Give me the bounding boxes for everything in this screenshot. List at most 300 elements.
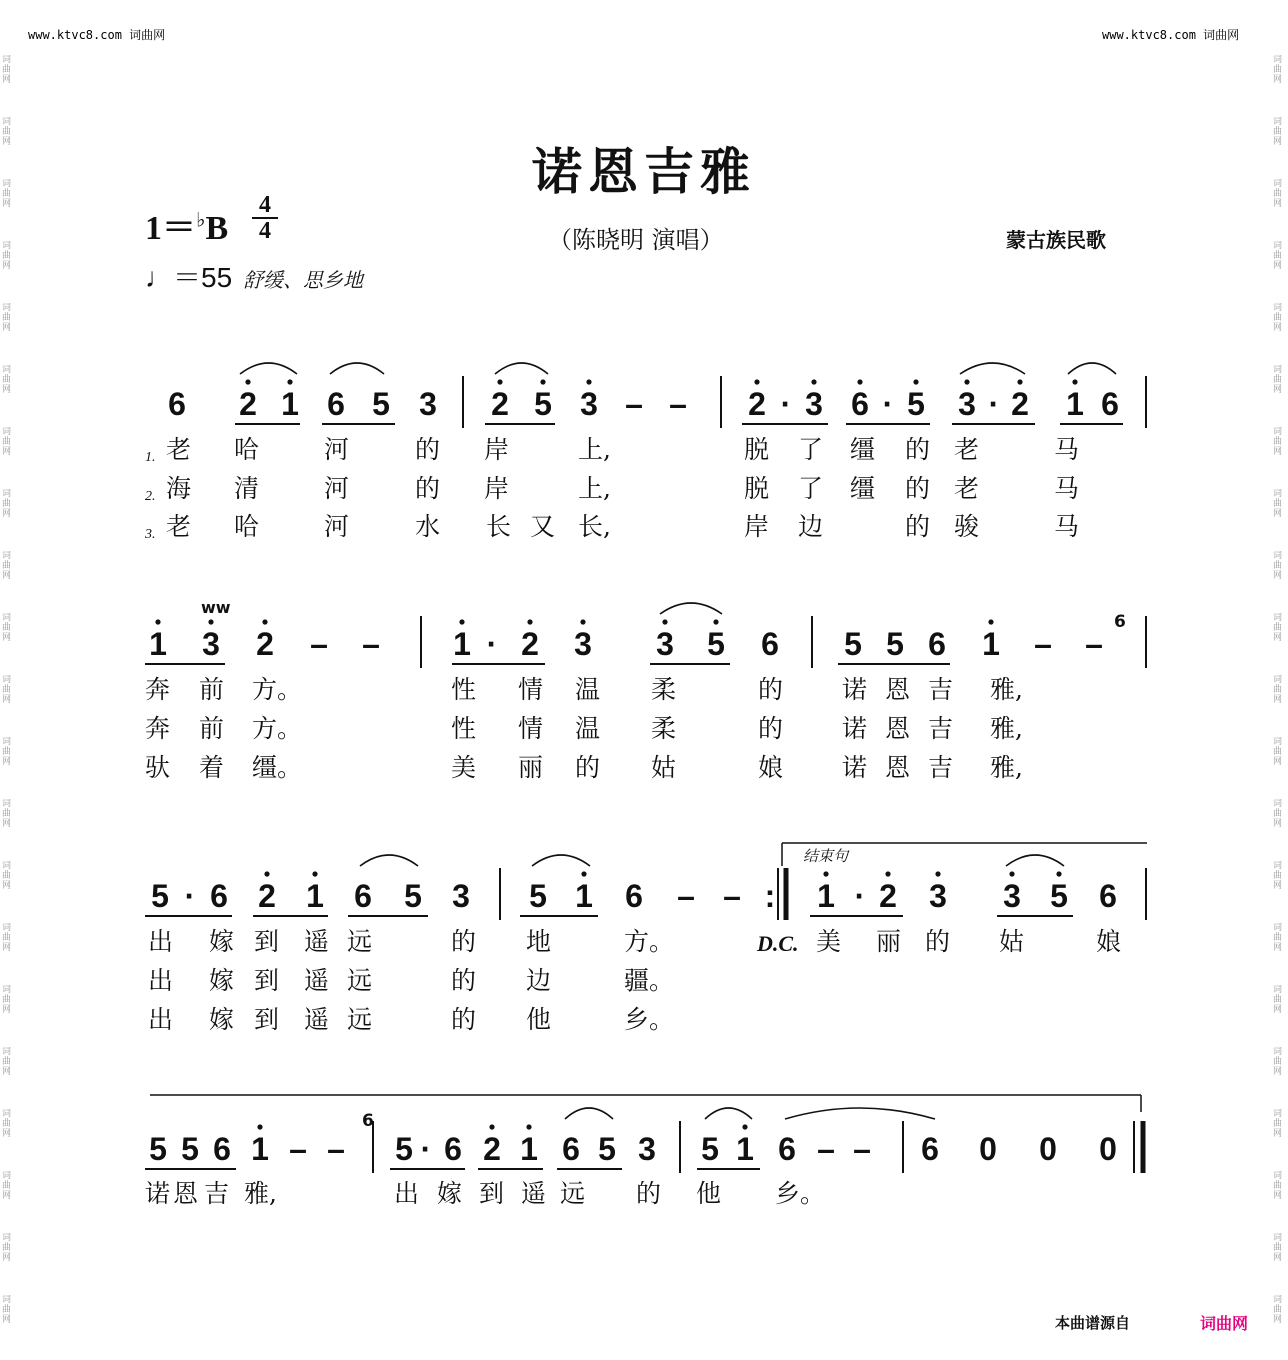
watermark-text: 词 曲 网: [2, 1171, 12, 1201]
note: 3: [202, 626, 220, 662]
watermark-text: 词 曲 网: [1273, 1171, 1283, 1201]
watermark-text: 词 曲 网: [1273, 365, 1283, 395]
note: 6: [1099, 878, 1117, 914]
lyric-syllable: 骏: [954, 512, 980, 541]
lyric-syllable: 脱: [744, 474, 770, 503]
lyric-syllable: 岸: [484, 435, 510, 464]
note: 0: [979, 1131, 997, 1167]
note: –: [817, 1131, 835, 1167]
octave-dot: [245, 379, 250, 384]
octave-dot: [287, 379, 292, 384]
octave-dot: [988, 619, 993, 624]
lyric-syllable: 老: [166, 512, 192, 541]
lyric-syllable: 的: [905, 474, 931, 503]
octave-dot: [155, 619, 160, 624]
lyric-syllable: 诺: [842, 714, 868, 743]
lyric-syllable: 长,: [578, 512, 611, 541]
slur: [705, 1108, 752, 1119]
watermark-text: 词 曲 网: [2, 737, 12, 767]
lyric-syllable: 情: [518, 675, 544, 704]
watermark-text: 词 曲 网: [1273, 1233, 1283, 1263]
octave-dot: [1017, 379, 1022, 384]
note: –: [669, 386, 687, 422]
lyric-syllable: 到: [254, 927, 280, 956]
lyric-syllable: 马: [1054, 474, 1080, 503]
slur: [360, 855, 418, 866]
watermark-text: 词 曲 网: [2, 1109, 12, 1139]
flat-symbol: ♭: [196, 209, 206, 232]
note: 3: [574, 626, 592, 662]
grace-note: 6: [1114, 612, 1126, 632]
watermark-text: 词 曲 网: [2, 489, 12, 519]
note: 6: [778, 1131, 796, 1167]
watermark-text: 词 曲 网: [1273, 1047, 1283, 1077]
watermark-text: 词 曲 网: [1273, 1295, 1283, 1325]
lyric-syllable: 遥: [521, 1179, 547, 1208]
note: 5: [395, 1131, 413, 1167]
watermark-text: 词 曲 网: [2, 613, 12, 643]
lyric-syllable: 恩: [885, 675, 911, 704]
lyric-syllable: 的: [925, 927, 951, 956]
lyric-syllable: 雅,: [990, 753, 1023, 782]
note: 5: [701, 1131, 719, 1167]
lyric-syllable: 方。: [252, 675, 303, 704]
note: :: [764, 878, 776, 914]
note: 2: [521, 626, 539, 662]
note: 2: [748, 386, 766, 422]
note: 6: [168, 386, 186, 422]
watermark-text: 词 曲 网: [1273, 737, 1283, 767]
slur: [1068, 363, 1116, 374]
watermark-text: 词 曲 网: [2, 923, 12, 953]
tempo-bpm: ＝55: [173, 262, 233, 293]
watermark-text: 词 曲 网: [2, 1233, 12, 1263]
lyric-syllable: 姑: [651, 753, 677, 782]
slur: [495, 363, 548, 374]
slur: [330, 363, 384, 374]
lyric-syllable: 美: [451, 753, 477, 782]
watermark-text: 词 曲 网: [1273, 861, 1283, 891]
lyric-syllable: 方。: [252, 714, 303, 743]
lyric-syllable: 嫁: [437, 1179, 463, 1208]
lyric-syllable: 了: [798, 435, 824, 464]
note: ·: [420, 1131, 432, 1167]
note: 5: [907, 386, 925, 422]
slur: [660, 603, 722, 614]
header-left-url[interactable]: www.ktvc8.com 词曲网: [28, 28, 166, 42]
note: 1: [817, 878, 835, 914]
octave-dot: [811, 379, 816, 384]
note: 3: [638, 1131, 656, 1167]
lyric-syllable: 他: [696, 1179, 722, 1208]
note: ·: [882, 386, 894, 422]
lyric-syllable: 岸: [744, 512, 770, 541]
key-prefix: 1＝: [145, 210, 196, 247]
note: 5: [886, 626, 904, 662]
lyric-syllable: 的: [758, 675, 784, 704]
slur: [1006, 855, 1064, 866]
octave-dot: [262, 619, 267, 624]
lyric-syllable: 吉: [928, 714, 954, 743]
note: ·: [988, 386, 1000, 422]
note: 3: [419, 386, 437, 422]
note: 2: [491, 386, 509, 422]
note: 5: [598, 1131, 616, 1167]
lyric-syllable: 奔: [145, 714, 171, 743]
lyric-syllable: 美: [816, 927, 842, 956]
lyric-syllable: 的: [575, 753, 601, 782]
footer-source-note: 本曲谱源自: [1055, 1314, 1131, 1332]
grace-note: 6: [362, 1111, 374, 1131]
lyric-syllable: 远: [347, 966, 373, 995]
watermark-text: 词 曲 网: [1273, 427, 1283, 457]
note: 3: [580, 386, 598, 422]
lyric-syllable: 缰: [850, 474, 876, 503]
lyric-syllable: 老: [166, 435, 192, 464]
octave-dot: [312, 871, 317, 876]
note: 1: [520, 1131, 538, 1167]
note: 1: [736, 1131, 754, 1167]
note: 5: [181, 1131, 199, 1167]
note: 6: [327, 386, 345, 422]
note: 6: [761, 626, 779, 662]
lyric-syllable: 丽: [518, 753, 544, 782]
note: ·: [780, 386, 792, 422]
note: –: [723, 878, 741, 914]
da-capo-marking: D.C.: [757, 931, 799, 956]
note: –: [362, 626, 380, 662]
note: –: [1085, 626, 1103, 662]
lyric-syllable: 恩: [885, 753, 911, 782]
note: 2: [483, 1131, 501, 1167]
note: 6: [562, 1131, 580, 1167]
lyric-syllable: 乡。: [624, 1005, 675, 1034]
watermark-text: 词 曲 网: [1273, 55, 1283, 85]
watermark-text: 词 曲 网: [1273, 675, 1283, 705]
note: 1: [306, 878, 324, 914]
note: 6: [928, 626, 946, 662]
song-origin: 蒙古族民歌: [1006, 228, 1106, 252]
lyric-syllable: 前: [199, 675, 225, 704]
note: 5: [149, 1131, 167, 1167]
watermark-text: 词 曲 网: [2, 303, 12, 333]
lyric-syllable: 诺: [842, 753, 868, 782]
watermark-text: 词 曲 网: [2, 551, 12, 581]
lyric-syllable: 方。: [624, 927, 675, 956]
lyric-syllable: 脱: [744, 435, 770, 464]
watermark-text: 词 曲 网: [2, 675, 12, 705]
slur: [240, 363, 297, 374]
octave-dot: [857, 379, 862, 384]
octave-dot: [913, 379, 918, 384]
slur: [532, 855, 590, 866]
footer-brand-link[interactable]: 词曲网: [1200, 1314, 1249, 1333]
song-title: 诺恩吉雅: [532, 142, 756, 201]
note: –: [327, 1131, 345, 1167]
lyric-syllable: 娘: [1096, 927, 1122, 956]
lyric-syllable: 遥: [304, 966, 330, 995]
note: –: [625, 386, 643, 422]
note: 3: [805, 386, 823, 422]
time-signature-bottom: 4: [259, 218, 271, 244]
lyric-syllable: 远: [347, 1005, 373, 1034]
lyric-syllable: 出: [148, 927, 174, 956]
octave-dot: [264, 871, 269, 876]
lyric-syllable: 1.: [145, 450, 156, 465]
note: 6: [444, 1131, 462, 1167]
watermark-text: 词 曲 网: [1273, 117, 1283, 147]
watermark-text: 词 曲 网: [1273, 1109, 1283, 1139]
note: 1: [982, 626, 1000, 662]
lyric-syllable: 马: [1054, 435, 1080, 464]
lyric-syllable: 水: [415, 512, 441, 541]
lyric-syllable: 的: [415, 474, 441, 503]
lyric-syllable: 的: [636, 1179, 662, 1208]
note: 2: [1011, 386, 1029, 422]
lyric-syllable: 柔: [651, 675, 677, 704]
lyric-syllable: 哈: [234, 512, 260, 541]
watermark-text: 词 曲 网: [1273, 551, 1283, 581]
note: 5: [707, 626, 725, 662]
note: ·: [486, 626, 498, 662]
lyric-syllable: 疆。: [624, 966, 675, 995]
lyric-syllable: 河: [324, 435, 350, 464]
lyric-syllable: 丽: [876, 927, 902, 956]
lyric-syllable: 性: [451, 675, 477, 704]
lyric-syllable: 奔: [145, 675, 171, 704]
octave-dot: [823, 871, 828, 876]
lyric-syllable: 的: [905, 435, 931, 464]
note: 1: [575, 878, 593, 914]
lyric-syllable: 缰。: [252, 753, 303, 782]
lyric-syllable: 海: [166, 474, 192, 503]
note: 3: [958, 386, 976, 422]
octave-dot: [526, 1124, 531, 1129]
note: 0: [1039, 1131, 1057, 1167]
key-note: B: [205, 210, 229, 247]
lyric-syllable: 的: [451, 927, 477, 956]
watermark-text: 词 曲 网: [2, 985, 12, 1015]
lyric-syllable: 老: [954, 435, 980, 464]
lyric-syllable: 河: [324, 474, 350, 503]
lyric-syllable: 的: [758, 714, 784, 743]
slur: [785, 1108, 935, 1119]
note: –: [677, 878, 695, 914]
watermark-text: 词 曲 网: [2, 1295, 12, 1325]
watermark-text: 词 曲 网: [2, 1047, 12, 1077]
note: ·: [184, 878, 196, 914]
lyric-syllable: 哈: [234, 435, 260, 464]
octave-dot: [713, 619, 718, 624]
lyric-syllable: 上,: [578, 435, 611, 464]
note: 5: [534, 386, 552, 422]
note: 5: [1050, 878, 1068, 914]
note: 0: [1099, 1131, 1117, 1167]
watermark-text: 词 曲 网: [2, 861, 12, 891]
note: –: [1034, 626, 1052, 662]
time-signature-top: 4: [259, 192, 271, 218]
watermark-text: 词 曲 网: [1273, 179, 1283, 209]
octave-dot: [581, 871, 586, 876]
lyric-syllable: 边: [798, 512, 824, 541]
lyric-syllable: 前: [199, 714, 225, 743]
lyric-syllable: 到: [479, 1179, 505, 1208]
note: 1: [149, 626, 167, 662]
lyric-syllable: 的: [451, 1005, 477, 1034]
lyric-syllable: 雅,: [244, 1179, 277, 1208]
octave-dot: [489, 1124, 494, 1129]
lyric-syllable: 清: [234, 474, 260, 503]
lyric-syllable: 远: [347, 927, 373, 956]
note: 2: [879, 878, 897, 914]
octave-dot: [662, 619, 667, 624]
lyric-syllable: 2.: [145, 489, 156, 504]
lyric-syllable: 温: [575, 675, 601, 704]
watermark-text: 词 曲 网: [2, 117, 12, 147]
octave-dot: [497, 379, 502, 384]
octave-dot: [1056, 871, 1061, 876]
lyric-syllable: 性: [451, 714, 477, 743]
lyric-syllable: 姑: [999, 927, 1025, 956]
lyric-syllable: 嫁: [209, 1005, 235, 1034]
octave-dot: [885, 871, 890, 876]
note: 5: [844, 626, 862, 662]
watermark-text: 词 曲 网: [2, 365, 12, 395]
octave-dot: [1072, 379, 1077, 384]
note: –: [853, 1131, 871, 1167]
lyric-syllable: 的: [415, 435, 441, 464]
lyric-syllable: 到: [254, 1005, 280, 1034]
mordent-icon: ww: [201, 598, 231, 617]
octave-dot: [754, 379, 759, 384]
note: 5: [404, 878, 422, 914]
lyric-syllable: 嫁: [209, 966, 235, 995]
note: 5: [151, 878, 169, 914]
watermark-text: 词 曲 网: [2, 427, 12, 457]
lyric-syllable: 吉: [928, 753, 954, 782]
header-right-url[interactable]: www.ktvc8.com 词曲网: [1102, 28, 1240, 42]
lyric-syllable: 诺: [842, 675, 868, 704]
lyric-syllable: 乡。: [775, 1179, 826, 1208]
note: 1: [1066, 386, 1084, 422]
lyric-syllable: 到: [254, 966, 280, 995]
lyric-syllable: 雅,: [990, 675, 1023, 704]
lyric-syllable: 柔: [651, 714, 677, 743]
lyric-syllable: 恩: [173, 1179, 199, 1208]
note: 6: [1101, 386, 1119, 422]
quarter-note-icon: ♩: [145, 262, 173, 293]
octave-dot: [935, 871, 940, 876]
note: 2: [239, 386, 257, 422]
lyric-syllable: 驮: [145, 753, 171, 782]
watermark-text: 词 曲 网: [1273, 985, 1283, 1015]
watermark-text: 词 曲 网: [1273, 799, 1283, 829]
note: 2: [258, 878, 276, 914]
lyric-syllable: 恩: [885, 714, 911, 743]
octave-dot: [540, 379, 545, 384]
octave-dot: [580, 619, 585, 624]
lyric-syllable: 地: [526, 927, 552, 956]
note: 1: [281, 386, 299, 422]
lyric-syllable: 3.: [145, 527, 156, 542]
lyric-syllable: 出: [148, 1005, 174, 1034]
note: 5: [529, 878, 547, 914]
note: 5: [372, 386, 390, 422]
lyric-syllable: 着: [199, 753, 225, 782]
lyric-syllable: 边: [526, 966, 552, 995]
lyric-syllable: 吉: [204, 1179, 230, 1208]
lyric-syllable: 嫁: [209, 927, 235, 956]
note: 3: [452, 878, 470, 914]
lyric-syllable: 吉: [928, 675, 954, 704]
lyric-syllable: 了: [798, 474, 824, 503]
note: –: [289, 1131, 307, 1167]
lyric-syllable: 诺: [145, 1179, 171, 1208]
lyric-syllable: 上,: [578, 474, 611, 503]
octave-dot: [586, 379, 591, 384]
note: 6: [921, 1131, 939, 1167]
note: 3: [929, 878, 947, 914]
octave-dot: [742, 1124, 747, 1129]
watermark-text: 词 曲 网: [1273, 303, 1283, 333]
note: 1: [453, 626, 471, 662]
note: –: [310, 626, 328, 662]
lyric-syllable: 又: [530, 512, 556, 541]
note: 6: [851, 386, 869, 422]
lyric-syllable: 雅,: [990, 714, 1023, 743]
ending-label: 结束句: [803, 849, 849, 865]
lyric-syllable: 出: [148, 966, 174, 995]
watermark-text: 词 曲 网: [1273, 241, 1283, 271]
octave-dot: [964, 379, 969, 384]
lyric-syllable: 河: [324, 512, 350, 541]
note: 2: [256, 626, 274, 662]
lyric-syllable: 他: [526, 1005, 552, 1034]
singer-credit: （陈晓明 演唱）: [548, 226, 724, 254]
lyric-syllable: 远: [560, 1179, 586, 1208]
watermark-text: 词 曲 网: [1273, 613, 1283, 643]
watermark-text: 词 曲 网: [2, 799, 12, 829]
lyric-syllable: 老: [954, 474, 980, 503]
watermark-text: 词 曲 网: [2, 241, 12, 271]
octave-dot: [257, 1124, 262, 1129]
octave-dot: [1009, 871, 1014, 876]
lyric-syllable: 出: [394, 1179, 420, 1208]
note: ·: [854, 878, 866, 914]
watermark-text: 词 曲 网: [1273, 489, 1283, 519]
lyric-syllable: 马: [1054, 512, 1080, 541]
note: 3: [1003, 878, 1021, 914]
octave-dot: [208, 619, 213, 624]
note: 6: [354, 878, 372, 914]
lyric-syllable: 遥: [304, 927, 330, 956]
lyric-syllable: 娘: [758, 753, 784, 782]
note: 6: [210, 878, 228, 914]
slur: [565, 1108, 613, 1119]
lyric-syllable: 的: [451, 966, 477, 995]
lyric-syllable: 长: [486, 512, 512, 541]
octave-dot: [459, 619, 464, 624]
tempo-description: 舒缓、思乡地: [243, 270, 363, 292]
watermark-text: 词 曲 网: [2, 55, 12, 85]
lyric-syllable: 情: [518, 714, 544, 743]
lyric-syllable: 温: [575, 714, 601, 743]
slur: [960, 363, 1025, 374]
lyric-syllable: 岸: [484, 474, 510, 503]
lyric-syllable: 遥: [304, 1005, 330, 1034]
lyric-syllable: 的: [905, 512, 931, 541]
note: 3: [656, 626, 674, 662]
